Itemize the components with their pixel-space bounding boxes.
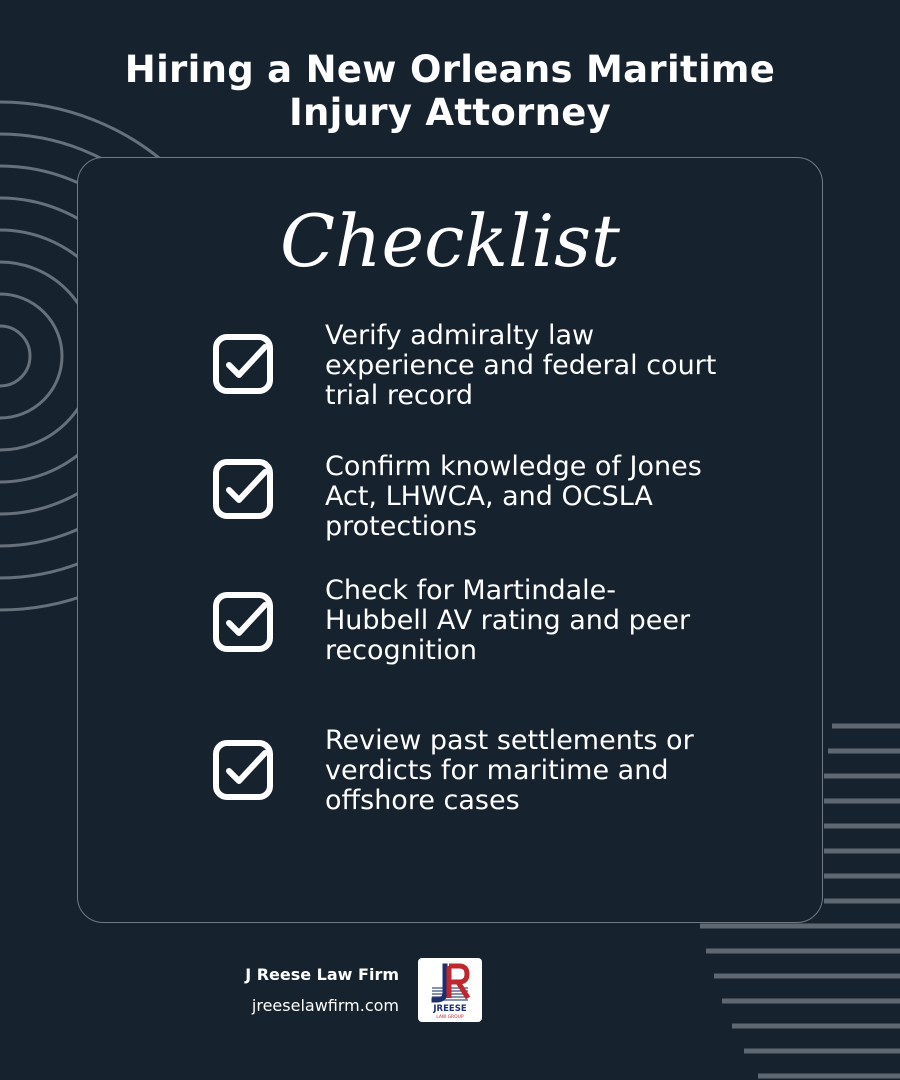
website-link[interactable]: jreeselawfirm.com — [251, 996, 399, 1015]
checklist-item-line: trial record — [325, 380, 474, 411]
checklist-item-line: Check for Martindale- — [325, 575, 617, 606]
firm-name: J Reese Law Firm — [245, 965, 399, 984]
checklist-item-line: verdicts for maritime and — [325, 755, 669, 786]
checklist-item-line: Verify admiralty law — [325, 320, 595, 351]
page-title — [0, 48, 900, 134]
firm-logo-mark — [418, 958, 482, 1022]
checklist-heading: Checklist — [280, 199, 620, 283]
checklist-item-line: recognition — [325, 635, 477, 666]
checklist-item-line: offshore cases — [325, 785, 520, 816]
checklist-item-line: protections — [325, 511, 477, 542]
logo-tagline: LAW GROUP — [436, 1015, 464, 1020]
checklist-item-line: Hubbell AV rating and peer — [325, 605, 691, 636]
checkbox-check-icon — [212, 458, 274, 520]
page-title-line-2: Injury Attorney — [288, 91, 612, 134]
checklist-item-text — [325, 452, 745, 542]
checklist-item — [212, 321, 752, 413]
checklist-item-line: Confirm knowledge of Jones — [325, 451, 702, 482]
checklist-item — [212, 576, 752, 668]
checklist-item-line: experience and federal court — [325, 350, 717, 381]
checkbox-check-icon — [212, 739, 274, 801]
checklist-item-text — [325, 726, 745, 816]
firm-logo — [418, 958, 482, 1022]
checklist-item-text — [325, 576, 745, 666]
checklist-item-line: Review past settlements or — [325, 725, 694, 756]
checklist-item — [212, 726, 752, 818]
page-title-line-1: Hiring a New Orleans Maritime — [124, 48, 776, 91]
checklist-item-line: Act, LHWCA, and OCSLA — [325, 481, 653, 512]
checkbox-check-icon — [212, 591, 274, 653]
checkbox-check-icon — [212, 333, 274, 395]
logo-name: JREESE — [433, 1004, 467, 1014]
checklist-item-text — [325, 321, 745, 411]
checklist-item — [212, 452, 752, 544]
